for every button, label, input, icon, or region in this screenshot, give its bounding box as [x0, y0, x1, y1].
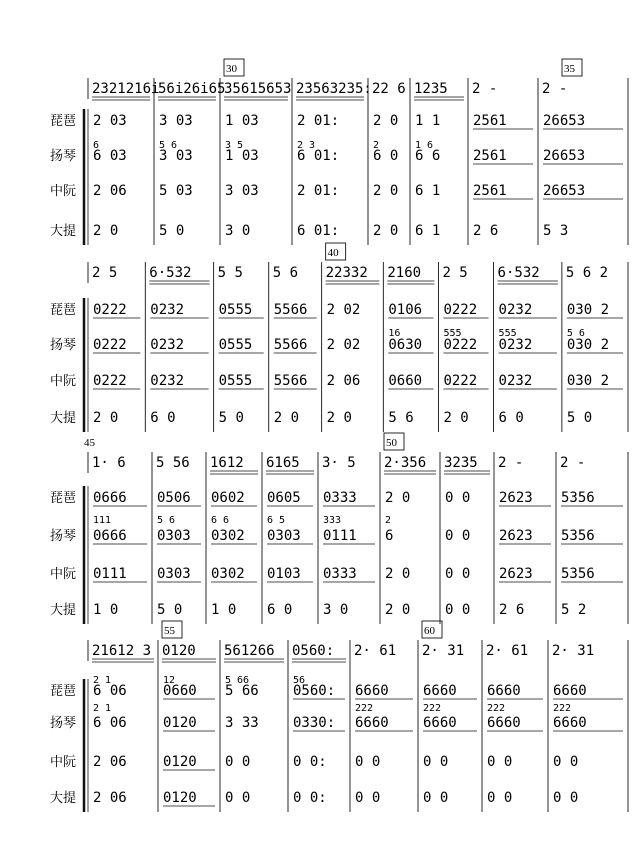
yangqin-upper-voice: 5 6: [159, 140, 178, 151]
zhongruan-measure: 0660: [388, 373, 423, 389]
yangqin-upper-voice: 1 6: [415, 140, 434, 151]
yangqin-measure: 6 06: [93, 715, 127, 731]
yangqin-upper-voice: 2: [373, 140, 380, 151]
yangqin-middle-voice: 222: [423, 703, 442, 714]
melody-measure: 6165: [266, 455, 300, 471]
yangqin-measure: 6: [385, 528, 394, 544]
measure-number: 45: [84, 437, 95, 449]
zhongruan-measure: 030 2: [566, 373, 610, 389]
melody-measure: 22 6: [372, 81, 406, 97]
pipa-measure: 3 03: [159, 113, 193, 129]
dati-measure: 1 0: [211, 602, 237, 618]
dati-measure: 0120: [163, 790, 197, 806]
pipa-measure: 5 66: [225, 683, 259, 699]
zhongruan-measure: 6 1: [415, 183, 441, 199]
zhongruan-measure: 3 03: [225, 183, 259, 199]
yangqin-upper-voice: 2 3: [297, 140, 316, 151]
measure-number: 40: [327, 247, 339, 259]
yangqin-measure: 1 03: [225, 148, 259, 164]
melody-measure: 2 -: [560, 455, 586, 471]
yangqin-middle-voice: 222: [487, 703, 506, 714]
instrument-label-yangqin: 扬琴: [50, 338, 77, 353]
melody-measure: 2· 31: [422, 643, 465, 659]
yangqin-upper-voice: 111: [93, 515, 112, 526]
yangqin-upper-voice: 5 6: [157, 515, 176, 526]
pipa-measure: 2 0: [373, 113, 399, 129]
pipa-measure: 0222: [93, 302, 127, 318]
pipa-measure: 2 03: [93, 113, 127, 129]
measure-number: 60: [424, 625, 435, 637]
yangqin-measure: 2623: [499, 528, 533, 544]
yangqin-middle-voice: 222: [553, 703, 572, 714]
pipa-measure: 0666: [93, 490, 127, 506]
dati-measure: 2 0: [326, 410, 352, 426]
instrument-label-zhongruan: 中阮: [50, 374, 77, 389]
yangqin-measure: 3 03: [159, 148, 193, 164]
pipa-measure: 0555: [218, 302, 253, 318]
dati-measure: 6 0: [498, 410, 524, 426]
pipa-measure: 2561: [473, 113, 507, 129]
pipa-measure: 6 06: [93, 683, 127, 699]
pipa-measure: 0560:: [293, 683, 336, 699]
melody-measure: 3235: [444, 455, 478, 471]
pipa-measure: 0660: [163, 683, 197, 699]
zhongruan-measure: 0103: [267, 566, 301, 582]
zhongruan-measure: 0 0: [423, 754, 449, 770]
yangqin-measure: 0232: [498, 337, 533, 353]
pipa-measure: 26653: [543, 113, 586, 129]
melody-measure: 6·532: [149, 265, 192, 281]
yangqin-middle-voice: 222: [355, 703, 374, 714]
melody-measure: 1· 6: [92, 455, 126, 471]
pipa-measure: 0106: [388, 302, 423, 318]
yangqin-upper-voice: 6: [93, 140, 100, 151]
pipa-measure: 2 02: [326, 302, 361, 318]
pipa-measure: 5566: [273, 302, 308, 318]
melody-measure: 21612 3: [92, 643, 152, 659]
dati-measure: 2 0: [93, 223, 119, 239]
yangqin-measure: 6 6: [415, 148, 441, 164]
dati-measure: 6 01:: [297, 223, 340, 239]
yangqin-measure: 2 02: [326, 337, 361, 353]
pipa-measure: 2 0: [385, 490, 411, 506]
pipa-measure: 0506: [157, 490, 191, 506]
melody-measure: 2 5: [442, 265, 468, 281]
melody-measure: 3· 5: [322, 455, 356, 471]
yangqin-upper-voice: 5 6: [566, 328, 585, 339]
instrument-label-pipa: 琵琶: [50, 491, 77, 506]
yangqin-upper-voice: 6 6: [211, 515, 230, 526]
dati-measure: 2 0: [93, 410, 119, 426]
zhongruan-measure: 0222: [443, 373, 478, 389]
yangqin-measure: 6 01:: [297, 148, 340, 164]
dati-measure: 0 0: [423, 790, 449, 806]
dati-measure: 6 0: [150, 410, 176, 426]
melody-measure: 2· 31: [552, 643, 595, 659]
zhongruan-measure: 2 06: [93, 183, 127, 199]
measure-number: 50: [386, 437, 397, 449]
yangqin-measure: 6 03: [93, 148, 127, 164]
melody-measure: 1235: [414, 81, 448, 97]
melody-measure: 5 6 2: [565, 265, 609, 281]
measure-number: 55: [164, 625, 175, 637]
yangqin-measure: 6660: [355, 715, 389, 731]
zhongruan-measure: 0303: [157, 566, 191, 582]
yangqin-measure: 0330:: [293, 715, 336, 731]
melody-measure: 2 5: [92, 265, 118, 281]
pipa-upper-voice: 2 1: [93, 675, 112, 686]
instrument-label-dati: 大提: [50, 603, 77, 618]
melody-measure: 2· 61: [486, 643, 529, 659]
yangqin-measure: 0630: [388, 337, 423, 353]
melody-measure: 23563235:: [296, 81, 372, 97]
dati-measure: 6 0: [267, 602, 293, 618]
dati-measure: 0 0: [225, 790, 251, 806]
pipa-measure: 6660: [553, 683, 587, 699]
pipa-measure: 6660: [355, 683, 389, 699]
melody-measure: 561266: [224, 643, 275, 659]
dati-measure: 5 0: [159, 223, 185, 239]
pipa-upper-voice: 12: [163, 675, 176, 686]
zhongruan-measure: 0 0: [355, 754, 381, 770]
yangqin-measure: 6 0: [373, 148, 399, 164]
melody-measure: 22332: [325, 265, 368, 281]
yangqin-measure: 030 2: [566, 337, 610, 353]
zhongruan-measure: 0232: [150, 373, 185, 389]
zhongruan-measure: 0555: [218, 373, 253, 389]
zhongruan-measure: 0120: [163, 754, 197, 770]
yangqin-upper-voice: 56: [293, 675, 306, 686]
yangqin-measure: 26653: [543, 148, 586, 164]
zhongruan-measure: 0 0: [445, 566, 471, 582]
melody-measure: 2160: [387, 265, 422, 281]
pipa-measure: 030 2: [566, 302, 610, 318]
zhongruan-measure: 0 0: [225, 754, 251, 770]
pipa-measure: 0222: [443, 302, 478, 318]
dati-measure: 5 2: [561, 602, 587, 618]
dati-measure: 5 6: [388, 410, 414, 426]
pipa-measure: 6660: [487, 683, 521, 699]
yangqin-upper-voice: 333: [323, 515, 342, 526]
zhongruan-measure: 0232: [498, 373, 533, 389]
instrument-label-pipa: 琵琶: [50, 684, 77, 699]
pipa-measure: 2623: [499, 490, 533, 506]
dati-measure: 5 0: [566, 410, 593, 426]
zhongruan-measure: 0 0: [553, 754, 579, 770]
yangqin-measure: 0303: [267, 528, 301, 544]
instrument-label-zhongruan: 中阮: [50, 567, 77, 582]
melody-measure: 5 5: [217, 265, 243, 281]
yangqin-measure: 6660: [423, 715, 457, 731]
dati-measure: 0 0: [355, 790, 381, 806]
yangqin-upper-voice: 2: [385, 515, 392, 526]
pipa-measure: 5356: [561, 490, 595, 506]
zhongruan-measure: 2 06: [93, 754, 127, 770]
zhongruan-measure: 2 0: [385, 566, 411, 582]
yangqin-upper-voice: 6 5: [267, 515, 286, 526]
melody-measure: 6·532: [497, 265, 540, 281]
instrument-label-yangqin: 扬琴: [50, 149, 77, 164]
yangqin-measure: 0222: [93, 337, 127, 353]
pipa-measure: 0602: [211, 490, 245, 506]
zhongruan-measure: 2623: [499, 566, 533, 582]
pipa-measure: 0 0: [445, 490, 471, 506]
yangqin-upper-voice: 555: [443, 328, 462, 339]
measure-number: 30: [226, 63, 237, 75]
melody-measure: 1612: [210, 455, 244, 471]
yangqin-measure: 6660: [487, 715, 521, 731]
yangqin-measure: 0111: [323, 528, 357, 544]
dati-measure: 2 6: [499, 602, 525, 618]
dati-measure: 2 0: [273, 410, 300, 426]
zhongruan-measure: 0111: [93, 566, 127, 582]
dati-measure: 3 0: [323, 602, 349, 618]
zhongruan-measure: 5356: [561, 566, 595, 582]
dati-measure: 0 0:: [293, 790, 327, 806]
instrument-label-dati: 大提: [50, 224, 77, 239]
yangqin-upper-voice: 3 5: [225, 140, 244, 151]
yangqin-measure: 6660: [553, 715, 587, 731]
zhongruan-measure: 2 0: [373, 183, 399, 199]
dati-measure: 2 06: [93, 790, 127, 806]
instrument-label-zhongruan: 中阮: [50, 755, 77, 770]
dati-measure: 3 0: [225, 223, 251, 239]
dati-measure: 2 6: [473, 223, 499, 239]
melody-measure: 2 -: [498, 455, 524, 471]
instrument-label-dati: 大提: [50, 411, 77, 426]
melody-measure: 35615653: [224, 81, 292, 97]
yangqin-measure: 2561: [473, 148, 507, 164]
dati-measure: 2 0: [385, 602, 411, 618]
yangqin-upper-voice: 555: [498, 328, 517, 339]
yangqin-measure: 0302: [211, 528, 245, 544]
melody-measure: 2 -: [472, 81, 498, 97]
melody-measure: 2321216i: [92, 81, 160, 97]
pipa-measure: 0605: [267, 490, 301, 506]
melody-measure: 0120: [162, 643, 196, 659]
instrument-label-pipa: 琵琶: [50, 114, 77, 129]
zhongruan-measure: 5566: [273, 373, 308, 389]
pipa-measure: 0333: [323, 490, 357, 506]
dati-measure: 6 1: [415, 223, 441, 239]
yangqin-measure: 5356: [561, 528, 595, 544]
melody-measure: 56i26i65: [158, 81, 226, 97]
dati-measure: 5 0: [157, 602, 183, 618]
yangqin-measure: 0120: [163, 715, 197, 731]
dati-measure: 0 0: [445, 602, 471, 618]
melody-measure: 5 56: [156, 455, 190, 471]
melody-measure: 2· 61: [354, 643, 397, 659]
yangqin-middle-voice: 2 1: [93, 703, 112, 714]
yangqin-measure: 0232: [150, 337, 185, 353]
zhongruan-measure: 0302: [211, 566, 245, 582]
dati-measure: 0 0: [553, 790, 579, 806]
dati-measure: 2 0: [443, 410, 469, 426]
dati-measure: 0 0: [487, 790, 513, 806]
dati-measure: 5 3: [543, 223, 569, 239]
yangqin-measure: 0222: [443, 337, 478, 353]
instrument-label-yangqin: 扬琴: [50, 716, 77, 731]
yangqin-measure: 0303: [157, 528, 191, 544]
zhongruan-measure: 2 06: [326, 373, 361, 389]
pipa-measure: 1 03: [225, 113, 259, 129]
zhongruan-measure: 2 01:: [297, 183, 340, 199]
melody-measure: 5 6: [272, 265, 299, 281]
pipa-measure: 1 1: [415, 113, 441, 129]
instrument-label-zhongruan: 中阮: [50, 184, 77, 199]
yangqin-measure: 3 33: [225, 715, 259, 731]
pipa-measure: 0232: [150, 302, 185, 318]
zhongruan-measure: 0222: [93, 373, 127, 389]
melody-measure: 2 -: [542, 81, 568, 97]
melody-measure: 0560:: [292, 643, 335, 659]
instrument-label-yangqin: 扬琴: [50, 529, 77, 544]
melody-measure: 2·356: [384, 455, 427, 471]
zhongruan-measure: 0 0: [487, 754, 513, 770]
dati-measure: 2 0: [373, 223, 399, 239]
zhongruan-measure: 0333: [323, 566, 357, 582]
yangqin-measure: 0666: [93, 528, 127, 544]
zhongruan-measure: 2561: [473, 183, 507, 199]
yangqin-upper-voice: 5 66: [225, 675, 250, 686]
dati-measure: 1 0: [93, 602, 119, 618]
pipa-measure: 6660: [423, 683, 457, 699]
zhongruan-measure: 5 03: [159, 183, 193, 199]
yangqin-measure: 0 0: [445, 528, 471, 544]
zhongruan-measure: 26653: [543, 183, 586, 199]
instrument-label-pipa: 琵琶: [50, 303, 77, 318]
measure-number: 35: [564, 63, 575, 75]
pipa-measure: 2 01:: [297, 113, 340, 129]
zhongruan-measure: 0 0:: [293, 754, 327, 770]
pipa-measure: 0232: [498, 302, 533, 318]
instrument-label-dati: 大提: [50, 791, 77, 806]
yangqin-upper-voice: 16: [388, 328, 401, 339]
yangqin-measure: 0555: [218, 337, 253, 353]
yangqin-measure: 5566: [273, 337, 308, 353]
dati-measure: 5 0: [218, 410, 244, 426]
